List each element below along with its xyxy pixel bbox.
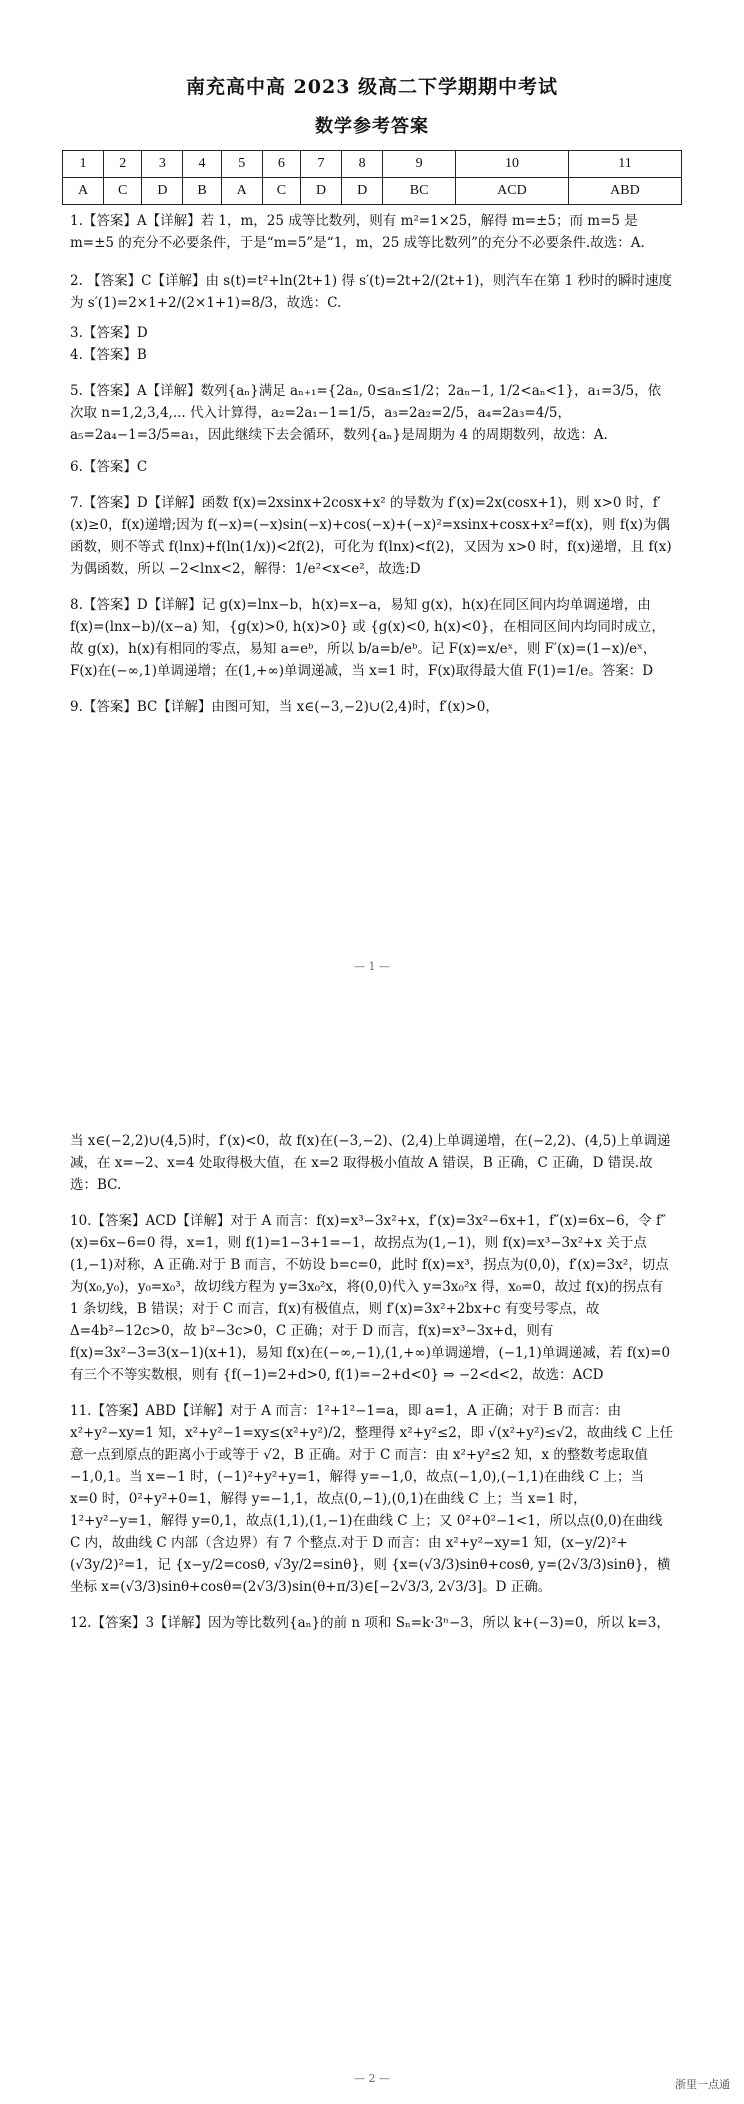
- question-number: 11: [568, 151, 681, 178]
- answer-cell: D: [300, 178, 341, 205]
- question-number: 7: [300, 151, 341, 178]
- answers-body-page-1: [70, 210, 674, 718]
- page-number: — 2 —: [354, 2072, 390, 2085]
- answer-q11: 11.【答案】ABD【详解】对于 A 而言：1²+1²−1=a，即 a=1，A 正确；对于 B 而言：由 x²+y²−xy=1 知，x²+y²−1=xy≤(x²+y²)/2，整理得 x²+y²≤2，即 √(x²+y²)≤√2，故曲线 C 上任意一点到原点的距离小于或等于 √2，B 正确。对于 C 而言：由 x²+y²≤2 知，x 的整数考虑取值−1,0,1。当 x=−1 时，(−1)²+y²+y=1，解得 y=−1,0，故点(−1,0),(−1,1)在曲线 C 上；当 x=0 时，0²+y²+0=1，解得 y=−1,1，故点(0,−1),(0,1)在曲线 C 上；当 x=1 时，1²+y²−y=1，解得 y=0,1，故点(1,1),(1,−1)在曲线 C 上；又 0²+0²−1<1，所以点(0,0)在曲线 C 内，故曲线 C 内部（含边界）有 7 个整点.对于 D 而言：由 x²+y²−xy=1 知，(x−y/2)²+(√3y/2)²=1，记 {x−y/2=cosθ, √3y/2=sinθ}，则 {x=(√3/3)sinθ+cosθ, y=(2√3/3)sinθ}，横坐标 x=(√3/3)sinθ+cosθ=(2√3/3)sin(θ+π/3)∈[−2√3/3, 2√3/3]。D 正确。: [70, 1403, 674, 1595]
- page-number: — 1 —: [354, 960, 390, 973]
- answer-cell: ABD: [568, 178, 681, 205]
- question-number: 10: [455, 151, 568, 178]
- answer-q2: 2. 【答案】C【详解】由 s(t)=t²+ln(2t+1) 得 s′(t)=2t+2/(2t+1)，则汽车在第 1 秒时的瞬时速度为 s′(1)=2×1+2/(2×1+1)=8/3，故选：C.: [70, 273, 673, 311]
- answer-table-number-row: [63, 151, 682, 178]
- answer-cell: D: [342, 178, 383, 205]
- answer-q9-continued: 当 x∈(−2,2)∪(4,5)时，f′(x)<0，故 f(x)在(−3,−2)、(2,4)上单调递增，在(−2,2)、(4,5)上单调递减，在 x=−2、x=4 处取得极大值，在 x=2 取得极小值故 A 错误，B 正确，C 正确，D 错误.故选：BC.: [70, 1133, 671, 1193]
- answer-q12: 12.【答案】3【详解】因为等比数列{aₙ}的前 n 项和 Sₙ=k·3ⁿ−3，所以 k+(−3)=0，所以 k=3，: [70, 1615, 670, 1631]
- question-number: 5: [221, 151, 262, 178]
- document-title: 南充高中高 2023 级高二下学期期中考试: [185, 76, 559, 98]
- page-2: [0, 1120, 744, 2104]
- answer-cell: D: [142, 178, 183, 205]
- answer-q3: 3.【答案】D: [70, 325, 148, 341]
- question-number: 1: [63, 151, 104, 178]
- answer-q1: 1.【答案】A【详解】若 1，m，25 成等比数列，则有 m²=1×25，解得 m=±5；而 m=5 是 m=±5 的充分不必要条件，于是“m=5”是“1，m，25 成等比数列”的充分不必要条件.故选：A.: [70, 213, 645, 251]
- answer-table: [62, 150, 682, 205]
- question-number: 6: [262, 151, 300, 178]
- answer-q5: 5.【答案】A【详解】数列{aₙ}满足 aₙ₊₁={2aₙ, 0≤aₙ≤1/2；2aₙ−1, 1/2<aₙ<1}，a₁=3/5，依次取 n=1,2,3,4,... 代入计算得，a₂=2a₁−1=1/5，a₃=2a₂=2/5，a₄=2a₃=4/5，a₅=2a₄−1=3/5=a₁，因此继续下去会循环，数列{aₙ}是周期为 4 的周期数列，故选：A.: [70, 383, 662, 443]
- question-number: 3: [142, 151, 183, 178]
- page-1: [0, 0, 744, 990]
- answer-cell: ACD: [455, 178, 568, 205]
- answer-cell: B: [183, 178, 221, 205]
- answer-q6: 6.【答案】C: [70, 459, 148, 475]
- question-number: 9: [383, 151, 456, 178]
- watermark-text: 浙里一点通: [675, 2078, 730, 2091]
- answer-cell: C: [104, 178, 142, 205]
- answers-body-page-2: [70, 1130, 674, 1634]
- question-number: 2: [104, 151, 142, 178]
- document-subtitle: 数学参考答案: [315, 116, 429, 137]
- answer-cell: A: [63, 178, 104, 205]
- answer-q7: 7.【答案】D【详解】函数 f(x)=2xsinx+2cosx+x² 的导数为 f′(x)=2x(cosx+1)，则 x>0 时，f′(x)≥0，f(x)递增;因为 f(−x)=(−x)sin(−x)+cos(−x)+(−x)²=xsinx+cosx+x²=f(x)，则 f(x)为偶函数，则不等式 f(lnx)+f(ln(1/x))<2f(2)，可化为 f(lnx)<f(2)，又因为 x>0 时，f(x)递增，且 f(x)为偶函数，所以 −2<lnx<2，解得：1/e²<x<e²，故选:D: [70, 495, 672, 577]
- answer-table-answer-row: [63, 178, 682, 205]
- question-number: 8: [342, 151, 383, 178]
- answer-q4: 4.【答案】B: [70, 347, 147, 363]
- answer-cell: BC: [383, 178, 456, 205]
- question-number: 4: [183, 151, 221, 178]
- answer-q9: 9.【答案】BC【详解】由图可知，当 x∈(−3,−2)∪(2,4)时，f′(x)>0，: [70, 699, 499, 715]
- answer-q8: 8.【答案】D【详解】记 g(x)=lnx−b，h(x)=x−a，易知 g(x)，h(x)在同区间内均单调递增，由 f(x)=(lnx−b)/(x−a) 知，{g(x)>0, h(x)>0} 或 {g(x)<0, h(x)<0}，在相同区间内均同时成立，故 g(x)，h(x)有相同的零点，易知 a=eᵇ，所以 b/a=b/eᵇ。记 F(x)=x/eˣ，则 F′(x)=(1−x)/eˣ，F(x)在(−∞,1)单调递增；在(1,+∞)单调递减，当 x=1 时，F(x)取得最大值 F(1)=1/e。答案：D: [70, 597, 665, 679]
- answer-cell: C: [262, 178, 300, 205]
- answer-cell: A: [221, 178, 262, 205]
- answer-q10: 10.【答案】ACD【详解】对于 A 而言：f(x)=x³−3x²+x，f′(x)=3x²−6x+1，f″(x)=6x−6，令 f″(x)=6x−6=0 得，x=1，则 f(1)=1−3+1=−1，故拐点为(1,−1)，则 f(x)=x³−3x²+x 关于点(1,−1)对称，A 正确.对于 B 而言，不妨设 b=c=0，此时 f(x)=x³，拐点为(0,0)，f′(x)=3x²，切点为(x₀,y₀)，y₀=x₀³，故切线方程为 y=3x₀²x，将(0,0)代入 y=3x₀²x 得，x₀=0，故过 f(x)的拐点有 1 条切线，B 错误；对于 C 而言，f(x)有极值点，则 f′(x)=3x²+2bx+c 有变号零点，故 Δ=4b²−12c>0，故 b²−3c>0，C 正确；对于 D 而言，f(x)=x³−3x+d，则有 f(x)=3x²−3=3(x−1)(x+1)，易知 f(x)在(−∞,−1),(1,+∞)单调递增，(−1,1)单调递减，若 f(x)=0 有三个不等实数根，则有 {f(−1)=2+d>0, f(1)=−2+d<0} ⇒ −2<d<2，故选：ACD: [70, 1213, 671, 1383]
